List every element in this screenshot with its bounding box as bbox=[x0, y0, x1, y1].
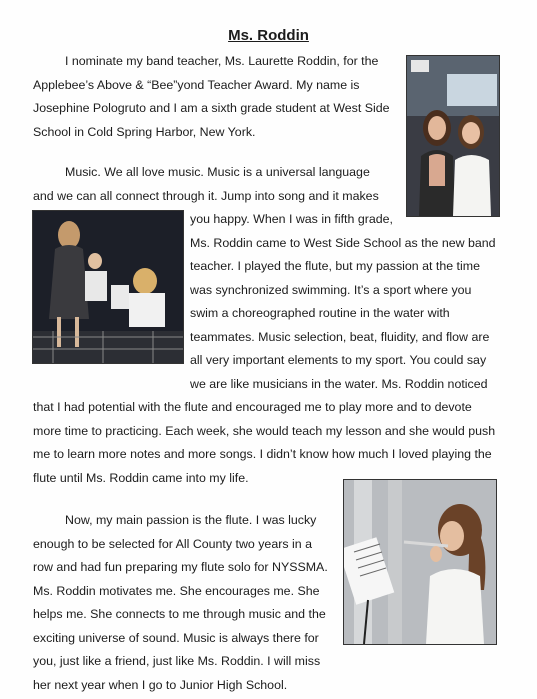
text-line: Josephine Pologruto and I am a sixth grade student at West Side bbox=[33, 101, 390, 115]
text-line: Music. We all love music. Music is a universal language bbox=[65, 165, 370, 179]
photo-student-playing-flute bbox=[343, 479, 497, 645]
text-line: her next year when I go to Junior High School. bbox=[33, 678, 288, 692]
text-line: Ms. Roddin came to West Side School as the new band bbox=[190, 236, 496, 250]
text-line: we are like musicians in the water. Ms. Roddin noticed bbox=[190, 377, 488, 391]
text-line: you, just like a friend, just like Ms. Roddin. I will miss bbox=[33, 654, 321, 668]
text-line: row and had fun preparing my flute solo for NYSSMA. bbox=[33, 560, 328, 574]
text-line: exciting universe of sound. Music is always there for bbox=[33, 631, 319, 645]
text-line: me to learn more notes and more songs. I didn’t know how much I loved playing the bbox=[33, 447, 492, 461]
text-line: that I had potential with the flute and encouraged me to play more and to devote bbox=[33, 400, 472, 414]
text-line: Ms. Roddin motivates me. She encourages me. She bbox=[33, 584, 320, 598]
text-line: all very important elements to my sport. You could say bbox=[190, 353, 487, 367]
text-line: more time to practicing. Each week, she would teach my lesson and she would push bbox=[33, 424, 496, 438]
document-title: Ms. Roddin bbox=[228, 27, 309, 44]
text-line: School in Cold Spring Harbor, New York. bbox=[33, 125, 256, 139]
text-line: I nominate my band teacher, Ms. Laurette Roddin, for the bbox=[65, 54, 379, 68]
photo-band-teacher-conducting bbox=[32, 210, 184, 364]
text-line: teammates. Music selection, beat, fluidity, and flow are bbox=[190, 330, 490, 344]
text-line: teacher. I played the flute, but my passion at the time bbox=[190, 259, 480, 273]
text-line: enough to be selected for All County two years in a bbox=[33, 537, 312, 551]
photo-two-students bbox=[406, 55, 500, 217]
text-line: you happy. When I was in fifth grade, bbox=[190, 212, 393, 226]
text-line: Now, my main passion is the flute. I was lucky bbox=[65, 513, 317, 527]
text-line: and we can all connect through it. Jump into song and it makes bbox=[33, 189, 379, 203]
text-line: flute until Ms. Roddin came into my life. bbox=[33, 471, 249, 485]
text-line: swim a choreographed routine in the water with bbox=[190, 306, 450, 320]
text-line: helps me. She connects to me through music and the bbox=[33, 607, 326, 621]
text-line: was synchronized swimming. It’s a sport where you bbox=[190, 283, 472, 297]
text-line: Applebee’s Above & “Bee”yond Teacher Award. My name is bbox=[33, 78, 360, 92]
